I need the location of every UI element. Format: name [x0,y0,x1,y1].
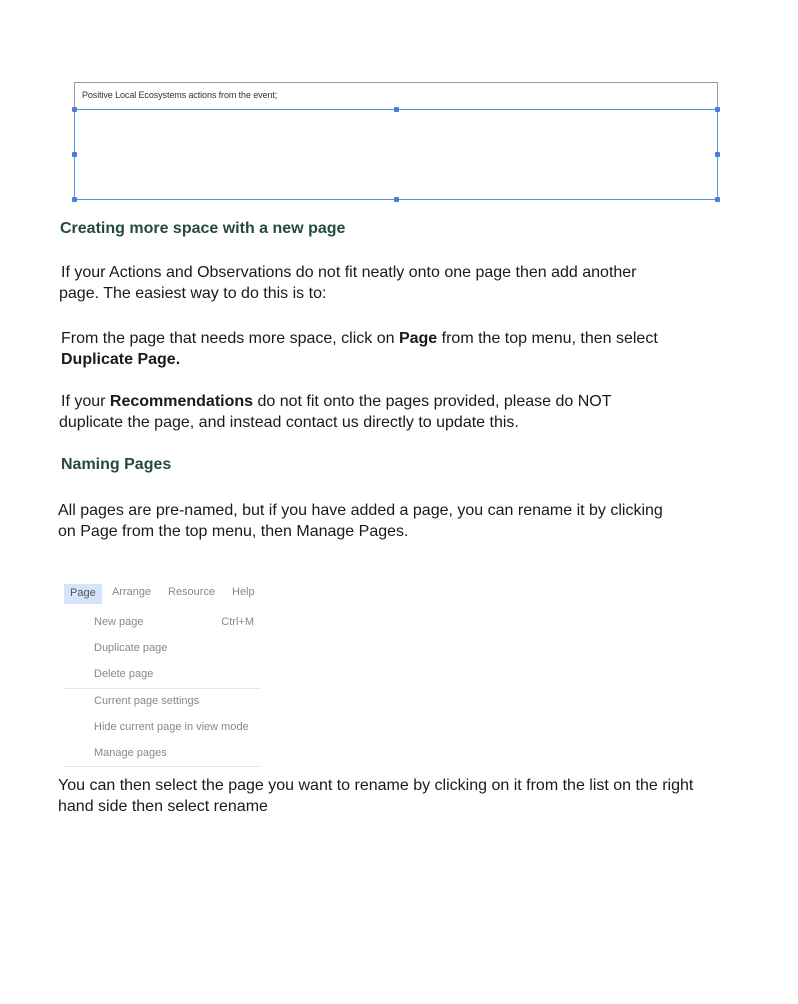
page-menu-screenshot [62,584,262,768]
para-select-rename [58,775,728,817]
menu-separator [64,688,260,689]
resize-handle-br [715,197,720,202]
menu-item-delete-page: Delete page [94,668,154,680]
menu-top-help: Help [232,586,255,598]
resize-handle-ml [72,152,77,157]
para2-part-a: From the page that needs more space, click on [61,330,399,347]
para-select-rename-text: You can then select the page you want to rename by clicking on it from the list on the right hand side then select rename [58,777,694,815]
menu-item-new-page: New page [94,616,144,628]
menu-item-duplicate-page: Duplicate page [94,642,168,654]
menu-top-page: Page [64,584,102,604]
duplicate-page-ref: Duplicate Page. [61,351,181,368]
resize-handle-bl [72,197,77,202]
para3-part-c: do not fit onto the pages provided, please do NOT duplicate the page, and instead contact us directly to update this. [59,393,612,431]
para-pre-named-text: All pages are pre-named, but if you have added a page, you can rename it by clicking on Page from the top menu, then Manage Pages. [58,502,663,540]
resize-handle-tm [394,107,399,112]
editor-label-text: Positive Local Ecosystems actions from the event; [82,90,278,100]
heading-naming-pages: Naming Pages [61,456,172,473]
para-duplicate-instructions [61,328,751,370]
page-menu-ref: Page [398,330,438,347]
para3-part-a: If your [61,393,110,410]
recommendations-ref: Recommendations [109,393,254,410]
resize-handle-tr [715,107,720,112]
heading-new-page: Creating more space with a new page [60,220,346,237]
menu-shortcut-new-page: Ctrl+M [221,616,254,628]
para-pre-named [58,500,683,542]
resize-handle-bm [394,197,399,202]
menu-top-arrange: Arrange [112,586,152,598]
menu-item-current-page-settings: Current page settings [94,695,200,707]
para-add-page [59,262,659,304]
menu-top-bar [62,584,262,604]
para-add-page-text: If your Actions and Observations do not fit neatly onto one page then add another page. The easiest way to do this is to: [59,264,637,302]
menu-bottom-line [64,766,260,767]
menu-top-resource: Resource [168,586,216,598]
editor-label-row [74,82,718,109]
menu-item-hide-current-page: Hide current page in view mode [94,721,249,733]
editor-screenshot [74,82,718,200]
para2-part-c: from the top menu, then select [437,330,658,347]
menu-item-manage-pages: Manage pages [94,747,167,759]
para-recommendations [59,391,679,433]
resize-handle-mr [715,152,720,157]
selected-text-box [74,109,718,200]
resize-handle-tl [72,107,77,112]
